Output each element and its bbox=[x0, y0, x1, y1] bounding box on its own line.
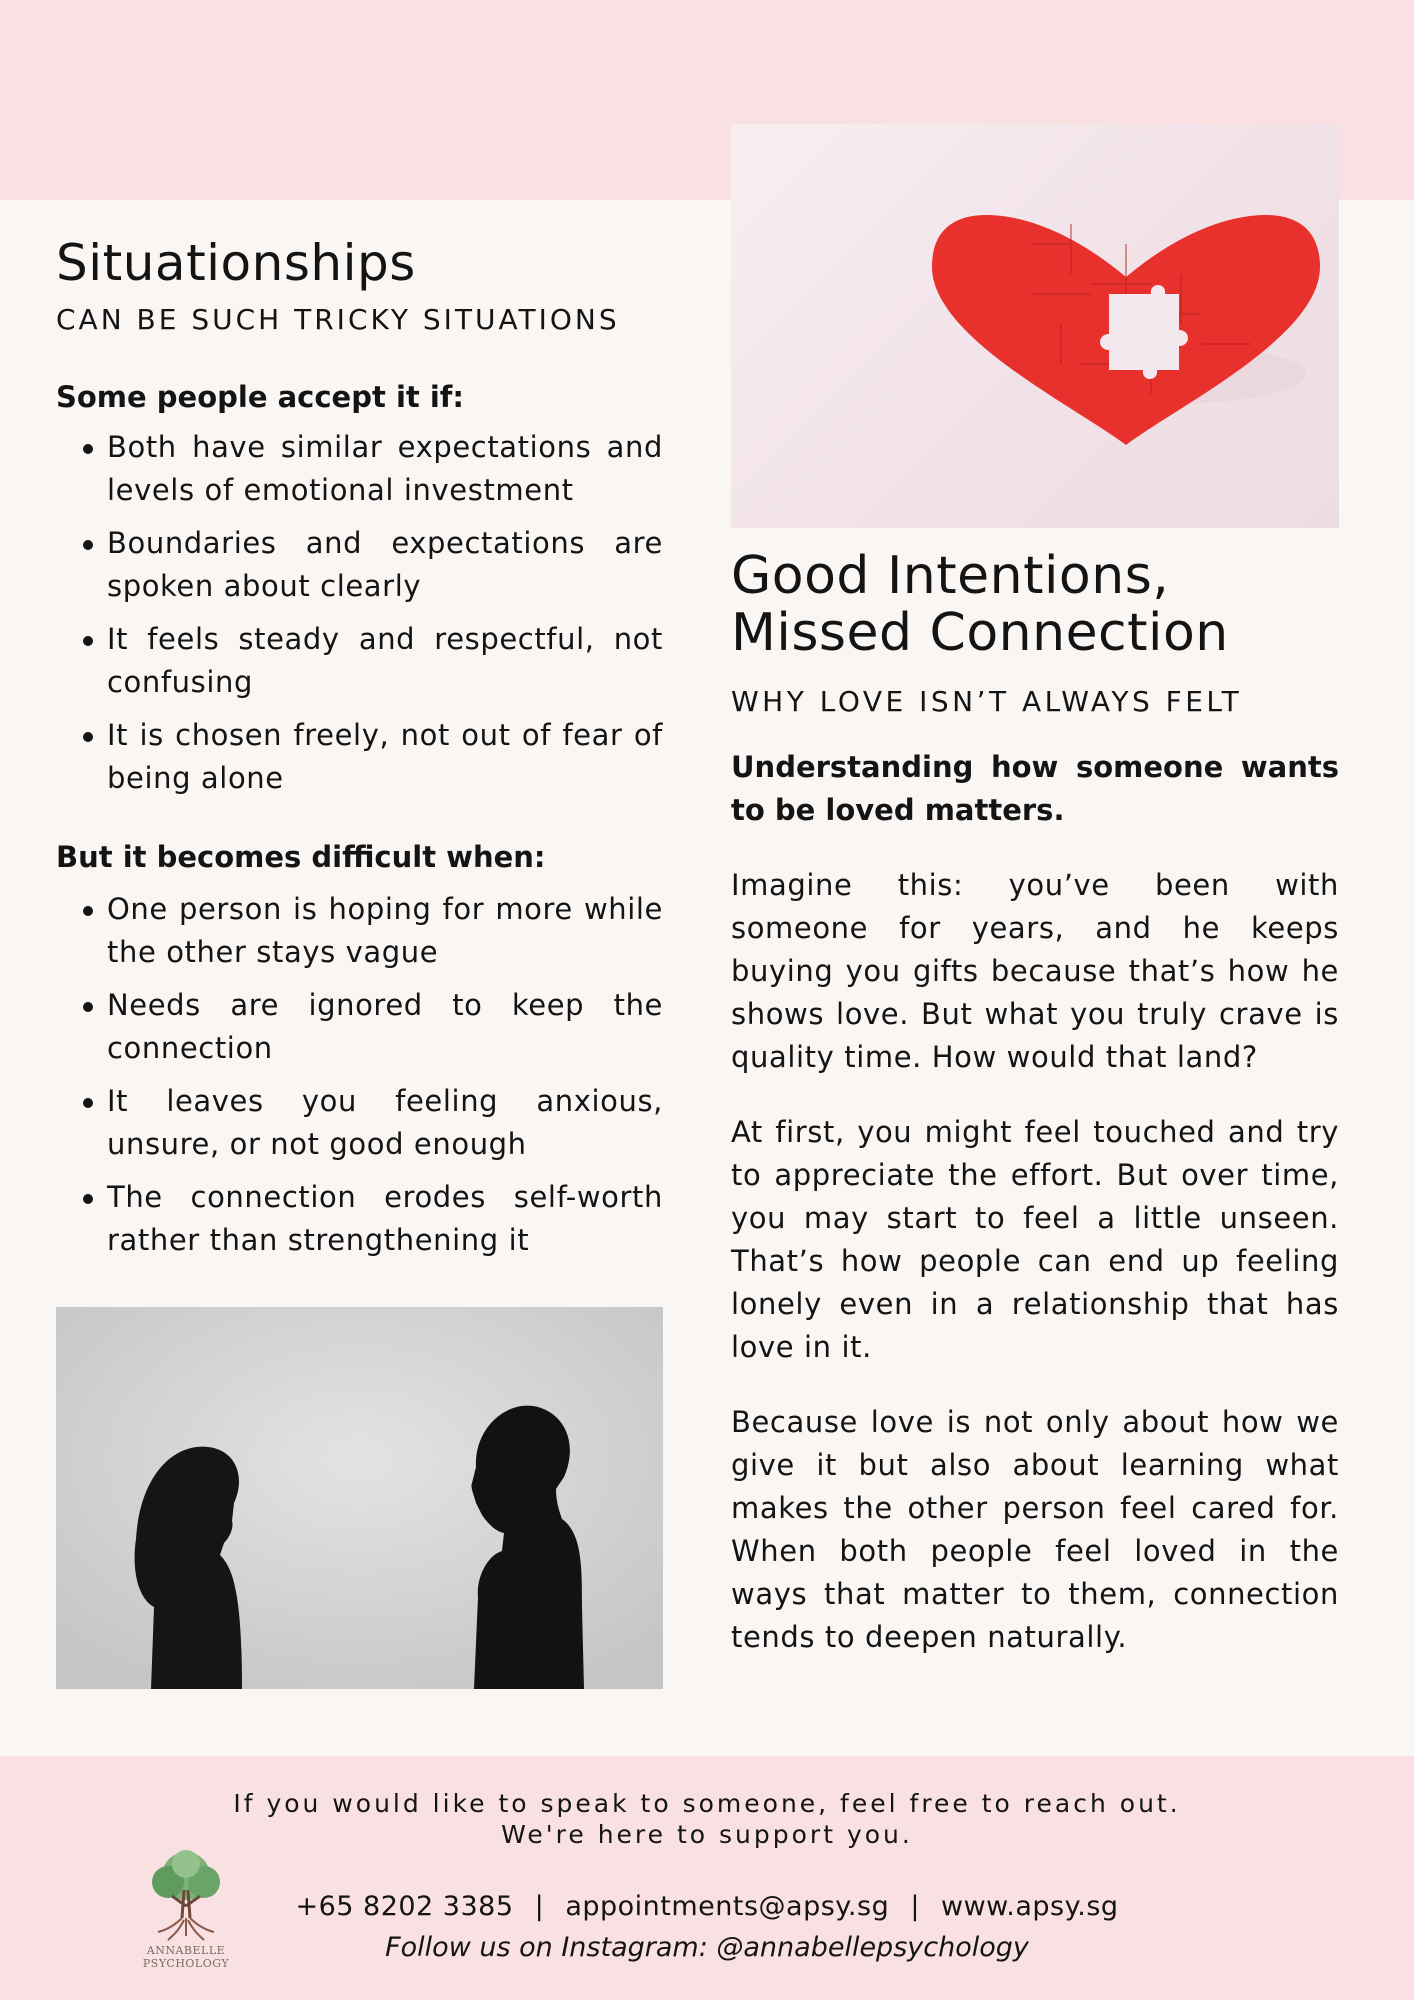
puzzle-heart-photo bbox=[731, 124, 1339, 528]
couple-silhouette-photo bbox=[56, 1307, 663, 1689]
list-item: Needs are ignored to keep the connection bbox=[56, 984, 663, 1070]
footer-message bbox=[0, 1788, 1414, 1850]
silhouette-image bbox=[56, 1307, 663, 1689]
list-item: It is chosen freely, not out of fear of being alone bbox=[56, 714, 663, 800]
list-item: It feels steady and respectful, not confusing bbox=[56, 618, 663, 704]
email-link[interactable]: appointments@apsy.sg bbox=[565, 1891, 890, 1922]
good-intentions-title bbox=[731, 548, 1339, 662]
list-item: Boundaries and expectations are spoken about clearly bbox=[56, 522, 663, 608]
separator: | bbox=[534, 1891, 545, 1922]
paragraph: At first, you might feel touched and try to appreciate the effort. But over time, you may start to feel a little unseen. That’s how people can end up feeling lonely even in a relationship that has love in it. bbox=[731, 1115, 1339, 1364]
accept-list bbox=[56, 426, 663, 800]
logo-text-line-2: PSYCHOLOGY bbox=[142, 1957, 230, 1970]
accept-heading: Some people accept it if: bbox=[56, 380, 464, 414]
list-item: It leaves you feeling anxious, unsure, or not good enough bbox=[56, 1080, 663, 1166]
difficult-list bbox=[56, 888, 663, 1262]
title-line-1: Good Intentions, bbox=[731, 546, 1170, 606]
paragraph: Because love is not only about how we give it but also about learning what makes the other person feel cared for. When both people feel loved in the ways that matter to them, connection tends to deepen naturally. bbox=[731, 1405, 1339, 1654]
list-item: Both have similar expectations and levels of emotional investment bbox=[56, 426, 663, 512]
list-item: One person is hoping for more while the other stays vague bbox=[56, 888, 663, 974]
footer-message-line-1: If you would like to speak to someone, feel free to reach out. bbox=[233, 1789, 1181, 1818]
footer-message-line-2: We're here to support you. bbox=[501, 1820, 913, 1849]
phone-number[interactable]: +65 8202 3385 bbox=[295, 1891, 514, 1922]
title-line-2: Missed Connection bbox=[731, 603, 1229, 663]
instagram-handle[interactable]: Follow us on Instagram: @annabellepsychology bbox=[385, 1932, 1029, 1963]
situationships-title: Situationships bbox=[56, 234, 416, 292]
paragraph: Imagine this: you’ve been with someone for years, and he keeps buying you gifts because that’s how he shows love. But what you truly crave is quality time. How would that land? bbox=[731, 868, 1339, 1074]
puzzle-heart-icon bbox=[731, 124, 1339, 528]
good-intentions-section bbox=[731, 548, 1339, 1659]
good-intentions-subtitle: WHY LOVE ISN’T ALWAYS FELT bbox=[731, 685, 1243, 718]
footer-contact-line bbox=[0, 1889, 1414, 1925]
difficult-heading: But it becomes difficult when: bbox=[56, 840, 546, 874]
situationships-subtitle: CAN BE SUCH TRICKY SITUATIONS bbox=[56, 303, 620, 336]
website-link[interactable]: www.apsy.sg bbox=[941, 1891, 1119, 1922]
lead-statement: Understanding how someone wants to be loved matters. bbox=[731, 750, 1339, 827]
list-item: The connection erodes self-worth rather than strengthening it bbox=[56, 1176, 663, 1262]
logo-text-line-1: ANNABELLE bbox=[146, 1944, 226, 1957]
separator: | bbox=[910, 1891, 920, 1922]
situationships-section bbox=[56, 232, 663, 1272]
